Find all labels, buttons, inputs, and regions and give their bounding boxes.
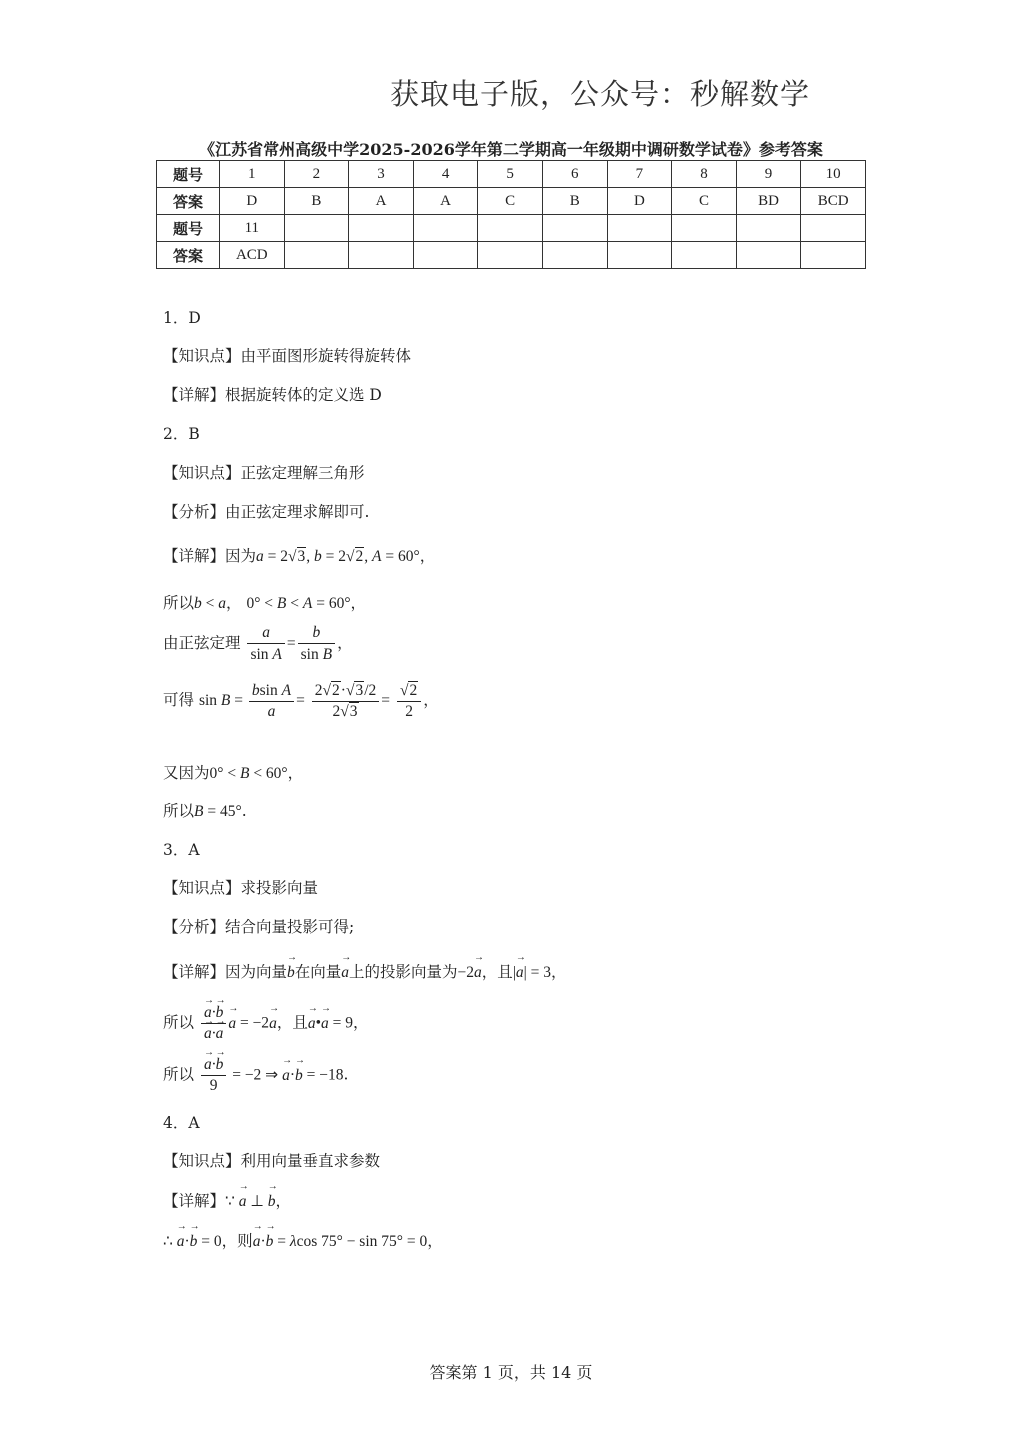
table-cell bbox=[284, 215, 349, 242]
q2-so-label: 所以 bbox=[163, 594, 195, 612]
table-cell bbox=[478, 242, 543, 269]
table-cell bbox=[349, 215, 414, 242]
table-cell bbox=[478, 215, 543, 242]
page-footer: 答案第 1 页，共 14 页 bbox=[429, 1363, 593, 1382]
q3-detail-mid2: 上的投影向量为 bbox=[349, 963, 458, 981]
table-cell bbox=[672, 215, 737, 242]
table-cell bbox=[801, 242, 866, 269]
q4-then: ，则 bbox=[221, 1232, 253, 1250]
table-row bbox=[157, 188, 866, 215]
table-cell bbox=[413, 242, 478, 269]
table-cell: B bbox=[284, 188, 349, 215]
q3-so-line: 所以 → a·→ b → a·→ a → a = −2→ a，且→ a•→ a = 9， bbox=[163, 1003, 369, 1044]
table-cell: BD bbox=[736, 188, 801, 215]
table-cell: 3 bbox=[349, 161, 414, 188]
table-row bbox=[157, 215, 866, 242]
q2-so-line: 所以b < a， 0° < B < A = 60°， bbox=[163, 594, 367, 612]
q2-so2-label: 所以 bbox=[163, 802, 195, 820]
table-cell: 9 bbox=[736, 161, 801, 188]
q4-knowledge-point: 【知识点】利用向量垂直求参数 bbox=[163, 1152, 381, 1170]
q2-get-label: 可得 bbox=[163, 691, 195, 709]
q2-detail-line: 【详解】因为a = 2√3, b = 2√2, A = 60°， bbox=[163, 547, 436, 565]
q2-analysis: 【分析】由正弦定理求解即可. bbox=[163, 503, 370, 521]
banner-text: 获取电子版，公众号：秒解数学 bbox=[390, 77, 811, 111]
q3-detail-mid: 在向量 bbox=[294, 963, 342, 981]
q4-detail-line: 【详解】∵ → a ⊥ → b， bbox=[163, 1189, 291, 1211]
table-cell bbox=[413, 215, 478, 242]
table-cell: C bbox=[672, 188, 737, 215]
q2-heading: 2．B bbox=[163, 425, 200, 443]
table-cell bbox=[801, 215, 866, 242]
table-cell bbox=[349, 242, 414, 269]
table-header-cell: 题号 bbox=[157, 161, 220, 188]
table-cell: A bbox=[413, 188, 478, 215]
table-cell: BCD bbox=[801, 188, 866, 215]
document-title: 《江苏省常州高级中学2025-2026学年第二学期高一年级期中调研数学试卷》参考答案 bbox=[199, 140, 823, 159]
table-cell: 4 bbox=[413, 161, 478, 188]
q2-also-line: 又因为0° < B < 60°， bbox=[163, 764, 304, 782]
table-cell: 5 bbox=[478, 161, 543, 188]
q3-detail-line: 【详解】因为向量→ b在向量→ a上的投影向量为−2→ a，且|→ a| = 3， bbox=[163, 960, 567, 982]
table-cell: B bbox=[542, 188, 607, 215]
table-row bbox=[157, 161, 866, 188]
q4-detail-label: 【详解】 bbox=[163, 1192, 226, 1210]
table-cell bbox=[736, 215, 801, 242]
table-cell bbox=[736, 242, 801, 269]
q2-knowledge-point: 【知识点】正弦定理解三角形 bbox=[163, 464, 365, 482]
q4-result-line: ∴ → a·→ b = 0，则→ a·→ b = λcos 75° − sin 75° = 0， bbox=[163, 1229, 443, 1251]
q1-heading: 1．D bbox=[163, 309, 201, 327]
q3-result-line: 所以 → $\frac{a\cdot\to b}{9}$ = −2 ⇒ → a·→ b = −18. bbox=[163, 1055, 348, 1096]
table-cell: C bbox=[478, 188, 543, 215]
table-header-cell: 题号 bbox=[157, 215, 220, 242]
table-header-cell: 答案 bbox=[157, 188, 220, 215]
q3-so2-label: 所以 bbox=[163, 1065, 195, 1084]
q2-law-label: 由正弦定理 bbox=[163, 634, 241, 652]
table-cell bbox=[284, 242, 349, 269]
q3-knowledge-point: 【知识点】求投影向量 bbox=[163, 879, 319, 897]
q1-detail: 【详解】根据旋转体的定义选 D bbox=[163, 386, 382, 404]
table-cell: D bbox=[220, 188, 285, 215]
answer-table bbox=[156, 160, 866, 269]
q3-detail-and: ，且 bbox=[481, 963, 513, 981]
table-cell: 11 bbox=[220, 215, 285, 242]
q3-detail-label: 【详解】因为向量 bbox=[163, 963, 288, 981]
q2-conclusion-line: 所以B = 45°. bbox=[163, 802, 247, 820]
table-cell: 10 bbox=[801, 161, 866, 188]
table-row bbox=[157, 242, 866, 269]
q2-also-label: 又因为 bbox=[163, 764, 210, 782]
table-cell: 2 bbox=[284, 161, 349, 188]
table-cell bbox=[542, 242, 607, 269]
table-cell: 6 bbox=[542, 161, 607, 188]
q3-so-label: 所以 bbox=[163, 1013, 195, 1032]
q2-detail-label: 【详解】因为 bbox=[163, 547, 257, 565]
table-cell: 8 bbox=[672, 161, 737, 188]
table-header-cell: 答案 bbox=[157, 242, 220, 269]
q3-heading: 3．A bbox=[163, 841, 200, 859]
q2-law-line: 由正弦定理 $\frac{a}{\text{sin A}}$ = $\frac{b}{\text{sin B}}$ ， bbox=[163, 624, 353, 663]
table-cell bbox=[542, 215, 607, 242]
q1-knowledge-point: 【知识点】由平面图形旋转得旋转体 bbox=[163, 347, 412, 365]
table-cell: D bbox=[607, 188, 672, 215]
table-cell: A bbox=[349, 188, 414, 215]
table-cell: ACD bbox=[220, 242, 285, 269]
table-cell: 1 bbox=[220, 161, 285, 188]
q2-result-line: 可得 sin B = $\frac{\text{bsin A}}{a}$ = $\frac{2√2\cdot√3/2}{2√3}$ = $\frac{√2}{2}$ ， bbox=[163, 681, 439, 720]
table-cell bbox=[607, 215, 672, 242]
table-cell: 7 bbox=[607, 161, 672, 188]
q3-analysis: 【分析】结合向量投影可得; bbox=[163, 918, 355, 936]
q3-so-and: ，且 bbox=[276, 1013, 308, 1032]
q4-heading: 4．A bbox=[163, 1114, 200, 1132]
table-cell bbox=[672, 242, 737, 269]
table-cell bbox=[607, 242, 672, 269]
